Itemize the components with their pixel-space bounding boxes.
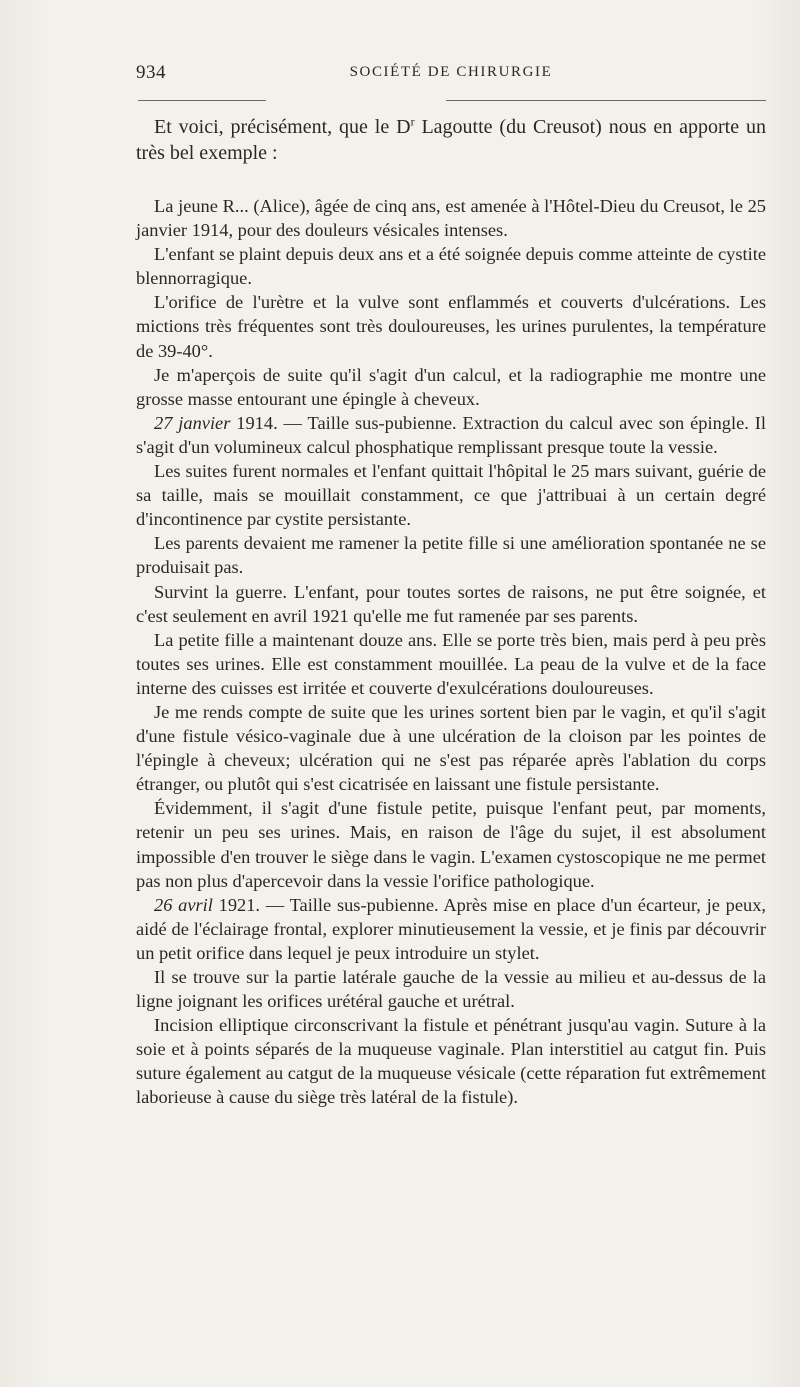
case-paragraph: L'enfant se plaint depuis deux ans et a été soignée depuis comme atteinte de cystite blennorragique. xyxy=(136,244,766,289)
case-paragraph: La petite fille a maintenant douze ans. Elle se porte très bien, mais perd à peu près toutes ses urines. Elle est constamment mouillée. La peau de la vulve et de la face interne des cuisses est irritée et couverte d'exulcérations douloureuses. xyxy=(136,629,766,698)
case-paragraph: Incision elliptique circonscrivant la fistule et pénétrant jusqu'au vagin. Suture à la soie et à points séparés de la muqueuse vaginale. Plan interstitiel au catgut fin. Puis suture également au catgut de la muqueuse vésicale (cette réparation fut extrêmement laborieuse à cause du siège très latéral de la fistule). xyxy=(136,1015,766,1108)
dated-text: 1914. — Taille sus-pubienne. Extraction du calcul avec son épingle. Il s'agit d'un volumineux calcul phosphatique remplissant presque toute la vessie. xyxy=(136,412,766,457)
case-paragraph: Les suites furent normales et l'enfant quittait l'hôpital le 25 mars suivant, guérie de sa taille, mais se mouillait constamment, ce que j'attribuai à un certain degré d'incontinence par cystite persistante. xyxy=(136,461,766,530)
doctor-abbrev-sup: r xyxy=(410,114,415,129)
page-header xyxy=(136,62,766,86)
case-paragraph: Je me rends compte de suite que les urines sortent bien par le vagin, et qu'il s'agit d'une fistule vésico-vaginale due à une ulcération de la cloison par les pointes de l'épingle à cheveux; ulcération qui ne s'est pas réparée après l'ablation du corps étranger, ou plutôt qui s'est cicatrisée en laissant une fistule persistante. xyxy=(136,701,766,795)
header-rule-right xyxy=(446,100,766,101)
body-text xyxy=(136,114,766,1110)
page-number: 934 xyxy=(136,62,166,83)
date-label: 26 avril xyxy=(154,894,213,915)
header-rule-left xyxy=(138,100,266,101)
dated-text: 1921. — Taille sus-pubienne. Après mise en place d'un écarteur, je peux, aidé de l'éclairage frontal, explorer minutieusement la vessie, et je finis par découvrir un petit orifice dans lequel je peux introduire un stylet. xyxy=(136,894,766,963)
case-paragraph: Les parents devaient me ramener la petite fille si une amélioration spontanée ne se produisait pas. xyxy=(136,533,766,578)
case-paragraph: Évidemment, il s'agit d'une fistule petite, puisque l'enfant peut, par moments, retenir un peu ses urines. Mais, en raison de l'âge du sujet, il est absolument impossible d'en trouver le siège dans le vagin. L'examen cystoscopique ne me permet pas non plus d'apercevoir dans la vessie l'orifice pathologique. xyxy=(136,798,766,891)
running-head: SOCIÉTÉ DE CHIRURGIE xyxy=(349,64,553,80)
date-label: 27 janvier xyxy=(154,412,231,433)
case-paragraph: Je m'aperçois de suite qu'il s'agit d'un calcul, et la radiographie me montre une grosse masse entourant une épingle à cheveux. xyxy=(136,364,766,409)
dated-paragraph xyxy=(136,893,766,965)
case-paragraph: La jeune R... (Alice), âgée de cinq ans, est amenée à l'Hôtel-Dieu du Creusot, le 25 janvier 1914, pour des douleurs vésicales intenses. xyxy=(136,196,766,241)
case-paragraph: L'orifice de l'urètre et la vulve sont enflammés et couverts d'ulcérations. Les mictions très fréquentes sont très douloureuses, les urines purulentes, la température de 39-40°. xyxy=(136,292,766,361)
intro-paragraph xyxy=(136,114,766,166)
case-paragraph: Survint la guerre. L'enfant, pour toutes sortes de raisons, ne put être soignée, et c'est seulement en avril 1921 qu'elle me fut ramenée par ses parents. xyxy=(136,581,766,626)
intro-text: Et voici, précisément, que le D xyxy=(154,116,411,138)
intro-text-cont: Lagoutte (du Creusot) nous en apporte un très bel exemple : xyxy=(136,116,766,164)
dated-paragraph xyxy=(136,411,766,459)
case-paragraph: Il se trouve sur la partie latérale gauche de la vessie au milieu et au-dessus de la ligne joignant les orifices urétéral gauche et urétral. xyxy=(136,967,766,1012)
